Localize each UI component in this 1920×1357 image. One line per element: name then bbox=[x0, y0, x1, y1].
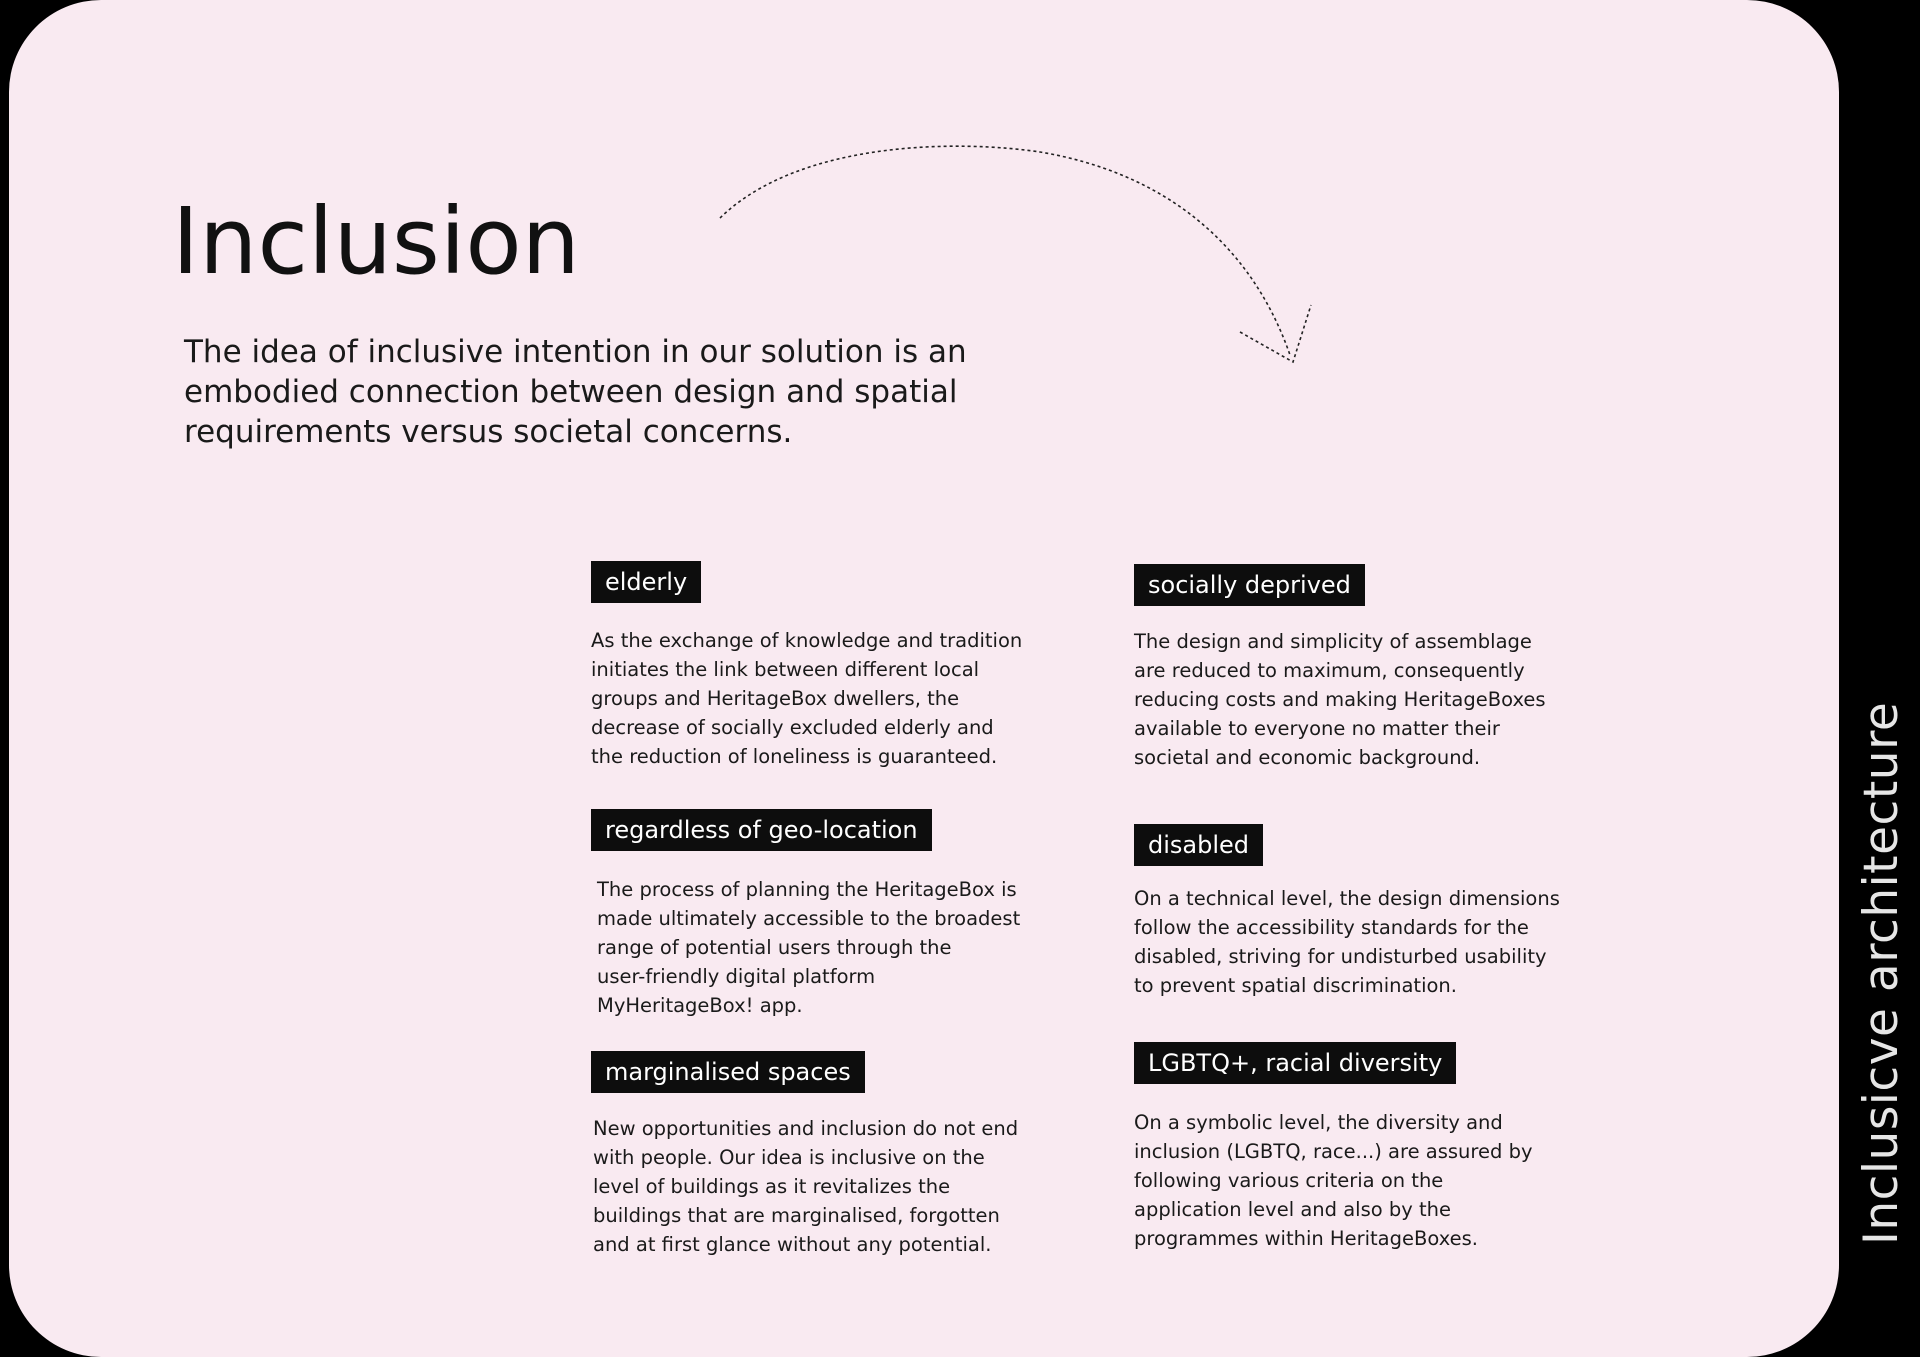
paragraph-lgbtq-racial-diversity: On a symbolic level, the diversity and inclusion (LGBTQ, race...) are assured by following various criteria on the application level and also by the programmes within HeritageBoxes. bbox=[1134, 1111, 1533, 1250]
intro-text: The idea of inclusive intention in our solution is an embodied connection between design and spatial requirements versus societal concerns. bbox=[184, 334, 967, 450]
tag-lgbtq-racial-diversity: LGBTQ+, racial diversity bbox=[1134, 1042, 1456, 1084]
paragraph-socially-deprived: The design and simplicity of assemblage are reduced to maximum, consequently reducing costs and making HeritageBoxes available to everyone no matter their societal and economic background. bbox=[1134, 630, 1546, 769]
page-title: Inclusion bbox=[172, 188, 580, 295]
side-label: Inclusicve architecture bbox=[1854, 701, 1909, 1245]
tag-marginalised-spaces: marginalised spaces bbox=[591, 1051, 865, 1093]
tag-disabled: disabled bbox=[1134, 824, 1263, 866]
paragraph-elderly: As the exchange of knowledge and tradition initiates the link between different local groups and HeritageBox dwellers, the decrease of socially excluded elderly and the reduction of loneliness is guaranteed. bbox=[591, 629, 1023, 768]
tag-elderly: elderly bbox=[591, 561, 701, 603]
paragraph-geo-location: The process of planning the HeritageBox is made ultimately accessible to the broadest range of potential users through the user-friendly digital platform MyHeritageBox! app. bbox=[597, 878, 1021, 1017]
paragraph-disabled: On a technical level, the design dimensions follow the accessibility standards for the disabled, striving for undisturbed usability to prevent spatial discrimination. bbox=[1134, 887, 1560, 997]
tag-geo-location: regardless of geo-location bbox=[591, 809, 932, 851]
paragraph-marginalised-spaces: New opportunities and inclusion do not end with people. Our idea is inclusive on the level of buildings as it revitalizes the buildings that are marginalised, forgotten and at first glance without any potential. bbox=[593, 1117, 1019, 1256]
tag-socially-deprived: socially deprived bbox=[1134, 564, 1365, 606]
